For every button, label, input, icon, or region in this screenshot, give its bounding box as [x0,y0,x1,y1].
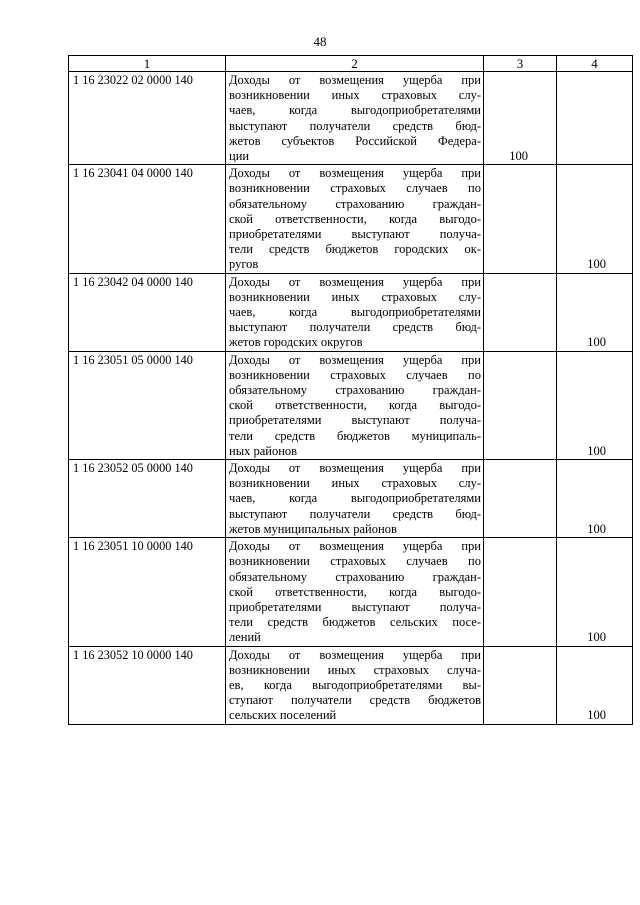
description-line: сельских поселений [229,708,337,723]
amount-col-4-cell [557,538,633,646]
description-cell [226,165,484,273]
description-line: ской ответственности, когда выгодо- [229,211,481,226]
description-cell [226,351,484,459]
budget-code-cell: 1 16 23042 04 0000 140 [69,273,226,351]
amount-col-4-cell [557,351,633,459]
description-line: выступают получатели средств бюд- [229,506,481,521]
amount-col-3-cell [484,165,557,273]
table-row [69,460,633,538]
table-row [69,351,633,459]
page-number: 48 [313,34,327,49]
description-line: обязательному страхованию граждан- [229,196,481,211]
description-cell [226,273,484,351]
revenue-codes-table [68,55,633,725]
description-line: возникновении иных страховых слу- [229,476,481,491]
budget-code-cell: 1 16 23041 04 0000 140 [69,165,226,273]
header-col-4: 4 [557,56,633,72]
amount-col-3-cell [484,273,557,351]
table-row [69,72,633,165]
table-row [69,538,633,646]
amount-col-4-cell [557,165,633,273]
budget-code-cell: 1 16 23052 05 0000 140 [69,460,226,538]
description-line: чаев, когда выгодоприобретателями [229,305,481,320]
table-row [69,165,633,273]
description-line: обязательному страхованию граждан- [229,569,481,584]
amount-col-4-cell [557,273,633,351]
description-line: тели средств бюджетов городских ок- [229,242,481,257]
table-row [69,646,633,724]
description-line: ской ответственности, когда выгодо- [229,398,481,413]
description-line: тели средств бюджетов муниципаль- [229,428,481,443]
description-line: Доходы от возмещения ущерба при [229,647,481,662]
description-line: ции [229,149,250,164]
amount-col-3-cell [484,72,557,165]
description-line: выступают получатели средств бюд- [229,118,481,133]
amount-col-4-cell [557,460,633,538]
description-cell [226,460,484,538]
description-line: возникновении иных страховых слу- [229,289,481,304]
amount-value: 100 [509,149,528,164]
description-line: возникновении страховых случаев по [229,554,481,569]
description-line: жетов субъектов Российской Федера- [229,133,481,148]
amount-value: 100 [587,443,606,458]
description-line: Доходы от возмещения ущерба при [229,166,481,181]
description-line: ругов [229,257,259,272]
description-line: Доходы от возмещения ущерба при [229,274,481,289]
table-row [69,273,633,351]
description-line: возникновении страховых случаев по [229,181,481,196]
amount-col-4-cell [557,646,633,724]
description-line: Доходы от возмещения ущерба при [229,73,481,87]
description-line: жетов муниципальных районов [229,521,397,536]
amount-col-3-cell [484,646,557,724]
description-line: ской ответственности, когда выгодо- [229,584,481,599]
budget-code-cell: 1 16 23052 10 0000 140 [69,646,226,724]
description-cell [226,646,484,724]
description-line: ев, когда выгодоприобретателями вы- [229,677,481,692]
description-line: приобретателями выступают получа- [229,413,481,428]
budget-code-cell: 1 16 23051 05 0000 140 [69,351,226,459]
amount-col-3-cell [484,460,557,538]
description-line: приобретателями выступают получа- [229,227,481,242]
description-line: приобретателями выступают получа- [229,599,481,614]
amount-col-3-cell [484,538,557,646]
description-line: чаев, когда выгодоприобретателями [229,491,481,506]
description-line: возникновении иных страховых слу- [229,88,481,103]
description-line: Доходы от возмещения ущерба при [229,539,481,554]
description-cell [226,538,484,646]
description-line: Доходы от возмещения ущерба при [229,461,481,476]
description-line: лений [229,630,261,645]
header-col-1: 1 [69,56,226,72]
description-line: обязательному страхованию граждан- [229,383,481,398]
table-header-row [69,56,633,72]
budget-code-cell: 1 16 23022 02 0000 140 [69,72,226,165]
description-line: возникновении иных страховых случа- [229,662,481,677]
description-line: Доходы от возмещения ущерба при [229,352,481,367]
amount-value: 100 [587,335,606,350]
amount-value: 100 [587,630,606,645]
amount-value: 100 [587,521,606,536]
description-line: возникновении страховых случаев по [229,367,481,382]
amount-value: 100 [587,708,606,723]
amount-col-4-cell [557,72,633,165]
amount-col-3-cell [484,351,557,459]
amount-value: 100 [587,257,606,272]
description-line: жетов городских округов [229,335,363,350]
description-cell [226,72,484,165]
description-line: ступают получатели средств бюджетов [229,693,481,708]
header-col-3: 3 [484,56,557,72]
description-line: ных районов [229,443,298,458]
header-col-2: 2 [226,56,484,72]
description-line: выступают получатели средств бюд- [229,320,481,335]
description-line: чаев, когда выгодоприобретателями [229,103,481,118]
description-line: тели средств бюджетов сельских посе- [229,615,481,630]
budget-code-cell: 1 16 23051 10 0000 140 [69,538,226,646]
